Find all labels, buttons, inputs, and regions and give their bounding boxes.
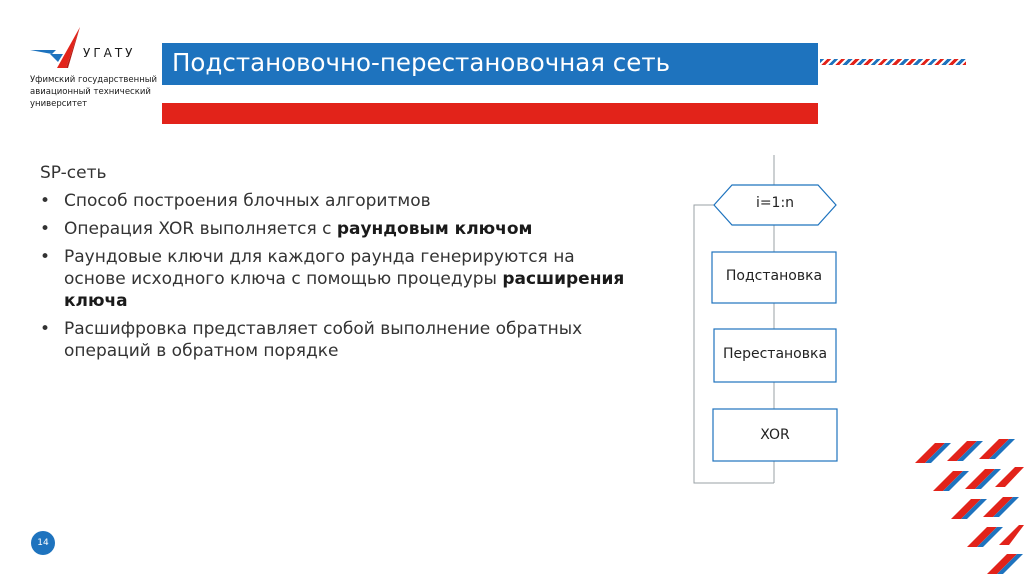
- loop-label: i=1:n: [755, 195, 795, 211]
- bullet-item: [40, 246, 640, 312]
- content-heading: SP-сеть: [40, 163, 107, 183]
- step-permutation: Перестановка: [722, 346, 828, 362]
- logo-emblem-icon: [30, 24, 82, 69]
- logo-abbreviation: УГАТУ: [83, 46, 136, 60]
- bullet-list: [40, 190, 640, 362]
- title-bar: [162, 43, 818, 85]
- decorative-stripe: [820, 59, 966, 65]
- university-name: Уфимский государственный авиационный технический университет: [30, 75, 158, 109]
- bullet-text: Расшифровка представляет собой выполнение обратных операций в обратном порядке: [64, 319, 583, 361]
- page-number-badge: 14: [31, 531, 55, 555]
- slide-content: [40, 162, 640, 368]
- bullet-emphasis: раундовым ключом: [336, 219, 533, 239]
- bullet-emphasis: расширения ключа: [64, 269, 625, 311]
- bullet-text: Операция XOR выполняется с: [64, 219, 337, 239]
- bullet-text: Раундовые ключи для каждого раунда генерируются на основе исходного ключа с помощью процедуры: [64, 247, 575, 289]
- step-substitution: Подстановка: [725, 268, 823, 284]
- slide-title: Подстановочно-перестановочная сеть: [172, 48, 671, 77]
- sp-network-flowchart: [690, 155, 850, 494]
- step-xor: XOR: [760, 427, 790, 443]
- bullet-item: [40, 190, 640, 212]
- university-logo: [30, 24, 160, 124]
- bullet-text: Способ построения блочных алгоритмов: [64, 191, 431, 211]
- bullet-item: [40, 218, 640, 240]
- red-accent-bar: [162, 103, 818, 124]
- decorative-flags: [905, 435, 1024, 574]
- bullet-item: [40, 318, 640, 362]
